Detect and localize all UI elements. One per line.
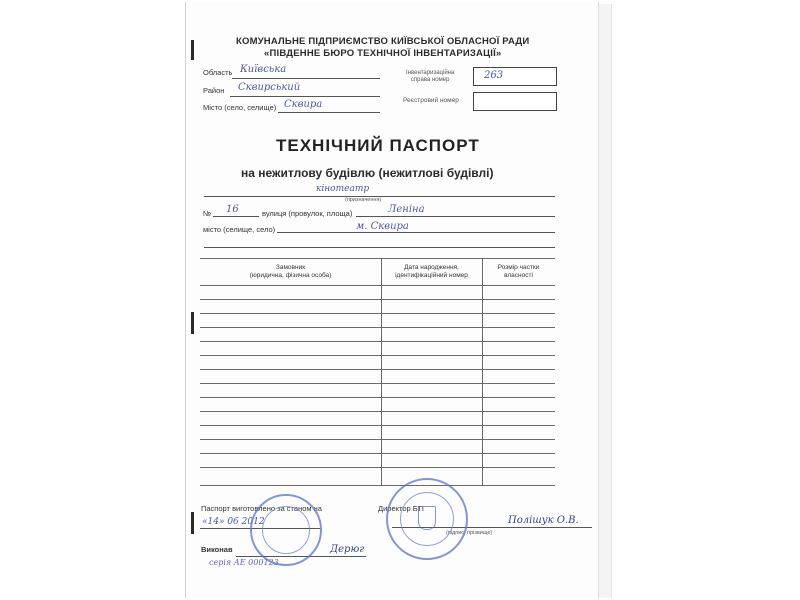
city-value: Сквира — [284, 99, 323, 110]
table-header-bottom — [200, 285, 555, 286]
fold-mark-bottom — [191, 512, 194, 534]
col-header-share — [482, 264, 555, 280]
table-row-line — [200, 355, 555, 356]
org-name-line2: «ПІВДЕННЕ БЮРО ТЕХНІЧНОЇ ІНВЕНТАРИЗАЦІЇ» — [264, 48, 502, 59]
director-name: Полішук О.В. — [508, 515, 579, 526]
fold-mark-top — [191, 40, 194, 60]
table-row-line — [200, 425, 555, 426]
inventory-label-line1: Інвентаризаційна — [406, 70, 455, 76]
trident-emblem-icon — [418, 506, 436, 530]
inventory-label — [406, 70, 454, 84]
document-subtitle: на нежитлову будівлю (нежитлові будівлі) — [241, 166, 494, 180]
rayon-value: Сквирський — [238, 82, 301, 93]
table-row-line — [200, 369, 555, 370]
round-stamp-left — [250, 494, 322, 566]
street-label: вулиця (провулок, площа) — [262, 209, 353, 218]
inventory-number-value: 263 — [484, 70, 504, 81]
executor-signature: Дерюг — [330, 544, 365, 555]
table-row-line — [200, 327, 555, 328]
col-header-customer-line1: Замовник — [275, 264, 306, 271]
col-header-share-line1: Розмір частки — [497, 264, 540, 271]
table-row-line — [200, 439, 555, 440]
number-line — [213, 216, 259, 217]
table-col-divider-2 — [482, 258, 483, 486]
table-border-bottom — [200, 485, 555, 486]
owners-table — [200, 258, 555, 486]
rayon-line — [230, 96, 380, 97]
inventory-number-box — [473, 67, 557, 86]
table-col-divider-1 — [381, 258, 382, 486]
oblast-line — [232, 78, 380, 79]
document-title: ТЕХНІЧНИЙ ПАСПОРТ — [276, 136, 480, 155]
passport-date-value: «14» 06 2012 — [202, 517, 265, 527]
object-purpose-value: кінотеатр — [316, 184, 370, 194]
city-label: Місто (село, селище) — [203, 103, 277, 112]
table-border-top — [200, 258, 555, 259]
col-header-birthdate — [381, 264, 482, 280]
registry-number-box — [473, 92, 557, 111]
table-row-line — [200, 397, 555, 398]
passport-date-label: Паспорт виготовлено за станом на — [201, 504, 322, 513]
col-header-customer-line2: (юридична, фізична особа) — [249, 272, 332, 279]
object-city-label: місто (селище, село) — [203, 225, 276, 234]
page-edge — [598, 4, 612, 598]
oblast-value: Київська — [240, 64, 287, 75]
table-row-line — [200, 383, 555, 384]
round-stamp-right — [386, 478, 468, 560]
executor-label: Виконав — [201, 545, 233, 554]
city-line — [278, 112, 380, 113]
col-header-birthdate-line1: Дата народження, — [404, 264, 459, 271]
inventory-label-line2: справа номер — [410, 77, 450, 83]
table-row-line — [200, 299, 555, 300]
director-label: Директор БТІ — [378, 504, 425, 513]
street-value: Леніна — [388, 204, 425, 215]
org-name-line1: КОМУНАЛЬНЕ ПІДПРИЄМСТВО КИЇВСЬКОЇ ОБЛАСНОЇ РАДИ — [236, 36, 530, 47]
table-row-line — [200, 341, 555, 342]
oblast-label: Область — [203, 68, 233, 77]
table-row-line — [200, 467, 555, 468]
series-value: серія АЕ 000123 — [209, 558, 279, 567]
rayon-label: Район — [203, 86, 225, 95]
col-header-birthdate-line2: ідентифікаційний номер — [395, 272, 468, 279]
col-header-customer — [200, 264, 381, 280]
number-label: № — [203, 209, 212, 218]
table-row-line — [200, 411, 555, 412]
object-city-value: м. Сквира — [356, 221, 409, 232]
blank-line — [204, 247, 555, 248]
fold-mark-middle — [191, 312, 194, 334]
object-city-line — [277, 232, 555, 233]
table-row-line — [200, 313, 555, 314]
table-row-line — [200, 453, 555, 454]
director-caption: (підпис, прізвище) — [446, 530, 493, 536]
purpose-caption: (призначення) — [345, 197, 382, 203]
number-value: 16 — [226, 204, 239, 215]
col-header-share-line2: власності — [504, 272, 533, 279]
street-line — [356, 216, 555, 217]
registry-label: Реєстровий номер — [403, 97, 459, 104]
